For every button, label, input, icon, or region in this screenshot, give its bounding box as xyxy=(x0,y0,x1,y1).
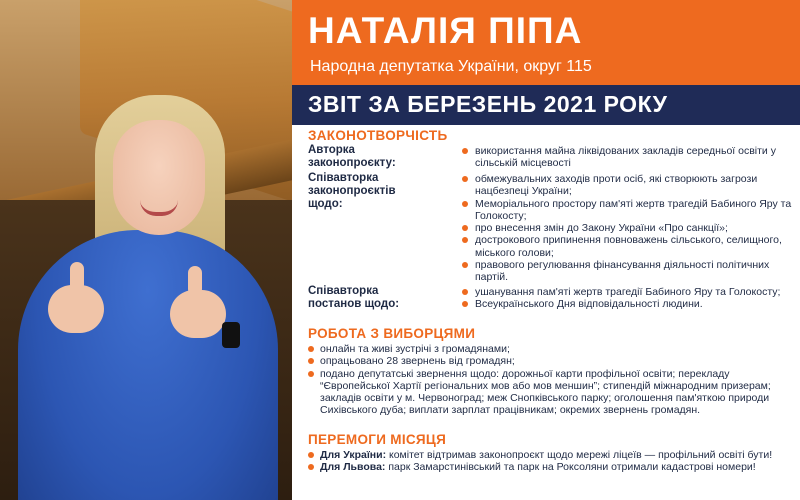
portrait-photo xyxy=(0,0,292,500)
list-item: опрацьовано 28 звернень від громадян; xyxy=(308,355,794,367)
deputy-name: НАТАЛІЯ ПІПА xyxy=(308,10,583,51)
label-line: законопроєктів xyxy=(308,185,396,197)
victories-list xyxy=(308,449,794,474)
list-item xyxy=(308,461,794,473)
lawmaking-heading: ЗАКОНОТВОРЧІСТЬ xyxy=(308,128,448,143)
victory-text: комітет відтримав законопроєкт щодо мережі ліцеїв — профільний освіті бути! xyxy=(386,449,773,461)
author-label xyxy=(308,144,396,170)
label-line: постанов щодо: xyxy=(308,298,400,310)
victories-heading: ПЕРЕМОГИ МІСЯЦЯ xyxy=(308,432,447,447)
label-line: Авторка xyxy=(308,144,355,156)
list-item xyxy=(308,449,794,461)
blue-blouse xyxy=(18,230,278,500)
smartwatch xyxy=(222,322,240,348)
label-line: Співавторка xyxy=(308,285,379,297)
voters-list xyxy=(308,343,794,417)
list-item: Меморіального простору пам'яті жертв трагедій Бабиного Яру та Голокосту; xyxy=(462,198,792,223)
list-item: онлайн та живі зустрічі з громадянами; xyxy=(308,343,794,355)
deputy-subtitle: Народна депутатка України, округ 115 xyxy=(310,58,592,75)
author-list xyxy=(462,145,792,170)
label-line: законопроєкту: xyxy=(308,157,396,169)
list-item: ушанування пам'яті жертв трагедії Бабиного Яру та Голокосту; xyxy=(462,286,792,298)
list-item: обмежувальних заходів проти осіб, які створюють загрози нацбезпеці України; xyxy=(462,173,792,198)
list-item: дострокового припинення повноважень сільського, селищного, міського голови; xyxy=(462,234,792,259)
list-item: Всеукраїнського Дня відповідальності людини. xyxy=(462,298,792,310)
left-hand xyxy=(48,285,104,333)
report-title: ЗВІТ ЗА БЕРЕЗЕНЬ 2021 РОКУ xyxy=(308,91,668,117)
list-item: правового регулювання фінансування діяльності політичних партій. xyxy=(462,259,792,284)
coauthor-resolutions-list xyxy=(462,286,792,311)
voters-heading: РОБОТА З ВИБОРЦЯМИ xyxy=(308,326,476,341)
coauthor-bills-list xyxy=(462,173,792,284)
victory-lead: Для України: xyxy=(320,449,387,461)
victory-lead: Для Львова: xyxy=(320,461,386,474)
coauthor-resolutions-label xyxy=(308,285,399,311)
face xyxy=(113,120,205,235)
list-item: подано депутатські звернення щодо: дорожньої карти профільної освіти; перекладу “Європейської Хартії регіональних мов або мов меншин”; стипендій міжнародним призерам; закладів освіти у м. Червоноград; меж Снопківського парку; оголошення пам'яткою природи Сихівського дуба; виплати зарплат працівникам; окремих звернень громадян. xyxy=(308,368,794,417)
coauthor-bills-label xyxy=(308,172,396,211)
victory-text: парк Замарстинівський та парк на Роксоляни отримали кадастрові номери! xyxy=(385,461,756,474)
list-item: про внесення змін до Закону України «Про санкції»; xyxy=(462,222,792,234)
label-line: Співавторка xyxy=(308,172,379,184)
report-content xyxy=(292,125,800,500)
right-hand xyxy=(170,290,226,338)
list-item: використання майна ліквідованих закладів середньої освіти у сільській місцевості xyxy=(462,145,792,170)
label-line: щодо: xyxy=(308,198,343,210)
